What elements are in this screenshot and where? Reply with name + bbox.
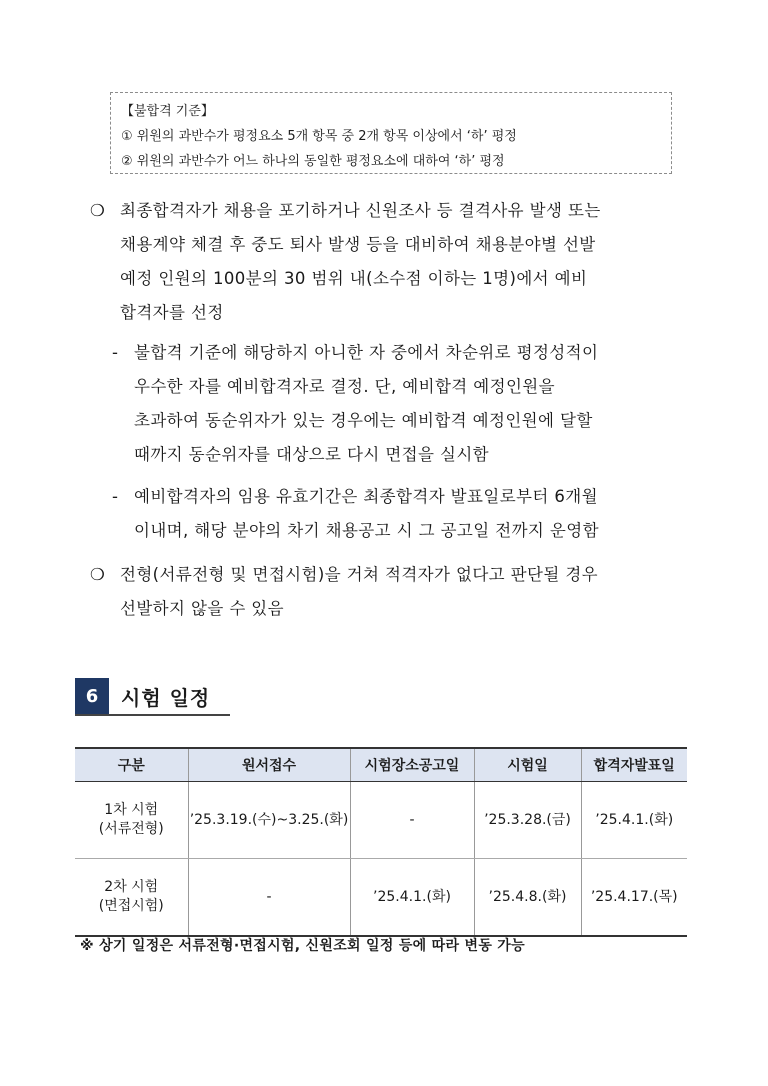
text-line: 합격자를 선정	[120, 303, 224, 322]
dash-validity-period	[112, 480, 710, 548]
bullet-reserve-selection	[90, 194, 710, 330]
dash-reserve-decision	[112, 336, 710, 472]
dash-marker: -	[112, 487, 119, 506]
text-line: 예비합격자의 임용 유효기간은 최종합격자 발표일로부터 6개월	[134, 487, 598, 506]
stage-label: 2차 시험	[104, 879, 159, 895]
exam-date-cell: ’25.4.8.(화)	[474, 859, 581, 937]
section-title: 시험 일정	[121, 685, 211, 710]
text-line: 전형(서류전형 및 면접시험)을 거쳐 적격자가 없다고 판단될 경우	[120, 565, 599, 584]
dash-marker: -	[112, 343, 119, 362]
criteria-item-1: ① 위원의 과반수가 평정요소 5개 항목 중 2개 항목 이상에서 ‘하’ 평정	[121, 129, 517, 144]
stage-cell	[75, 782, 188, 859]
venue-cell: ’25.4.1.(화)	[350, 859, 474, 937]
text-line: 초과하여 동순위자가 있는 경우에는 예비합격 예정인원에 달할	[134, 411, 593, 430]
bullet-no-selection	[90, 558, 710, 626]
header-application: 원서접수	[188, 748, 350, 782]
table-row	[75, 859, 687, 937]
criteria-item-2: ② 위원의 과반수가 어느 하나의 동일한 평정요소에 대하여 ‘하’ 평정	[121, 154, 505, 169]
text-line: 채용계약 체결 후 중도 퇴사 발생 등을 대비하여 채용분야별 선발	[120, 235, 596, 254]
schedule-change-note: ※ 상기 일정은 서류전형·면접시험, 신원조회 일정 등에 따라 변동 가능	[80, 938, 525, 954]
header-exam-date: 시험일	[474, 748, 581, 782]
disqualification-criteria-box	[110, 92, 672, 174]
header-venue-notice: 시험장소공고일	[350, 748, 474, 782]
header-result-date: 합격자발표일	[581, 748, 687, 782]
section-heading	[75, 678, 230, 716]
text-line: 때까지 동순위자를 대상으로 다시 면접을 실시함	[134, 445, 490, 464]
section-number: 6	[75, 678, 109, 714]
stage-cell	[75, 859, 188, 937]
application-cell: ’25.3.19.(수)~3.25.(화)	[188, 782, 350, 859]
text-line: 불합격 기준에 해당하지 아니한 자 중에서 차순위로 평정성적이	[134, 343, 599, 362]
application-cell: -	[188, 859, 350, 937]
text-line: 이내며, 해당 분야의 차기 채용공고 시 그 공고일 전까지 운영함	[134, 521, 599, 540]
text-line: 선발하지 않을 수 있음	[120, 599, 284, 618]
table-row	[75, 782, 687, 859]
stage-sublabel: (서류전형)	[98, 821, 164, 837]
header-stage: 구분	[75, 748, 188, 782]
result-date-cell: ’25.4.1.(화)	[581, 782, 687, 859]
text-line: 우수한 자를 예비합격자로 결정. 단, 예비합격 예정인원을	[134, 377, 555, 396]
exam-schedule-table	[75, 747, 687, 937]
bullet-circle-icon: ❍	[90, 201, 106, 220]
criteria-title: 【불합격 기준】	[121, 104, 214, 119]
stage-sublabel: (면접시험)	[98, 898, 164, 914]
result-date-cell: ’25.4.17.(목)	[581, 859, 687, 937]
stage-label: 1차 시험	[104, 802, 159, 818]
text-line: 예정 인원의 100분의 30 범위 내(소수점 이하는 1명)에서 예비	[120, 269, 588, 288]
text-line: 최종합격자가 채용을 포기하거나 신원조사 등 결격사유 발생 또는	[120, 201, 601, 220]
table-header-row	[75, 748, 687, 782]
venue-cell: -	[350, 782, 474, 859]
bullet-circle-icon: ❍	[90, 565, 106, 584]
exam-date-cell: ’25.3.28.(금)	[474, 782, 581, 859]
